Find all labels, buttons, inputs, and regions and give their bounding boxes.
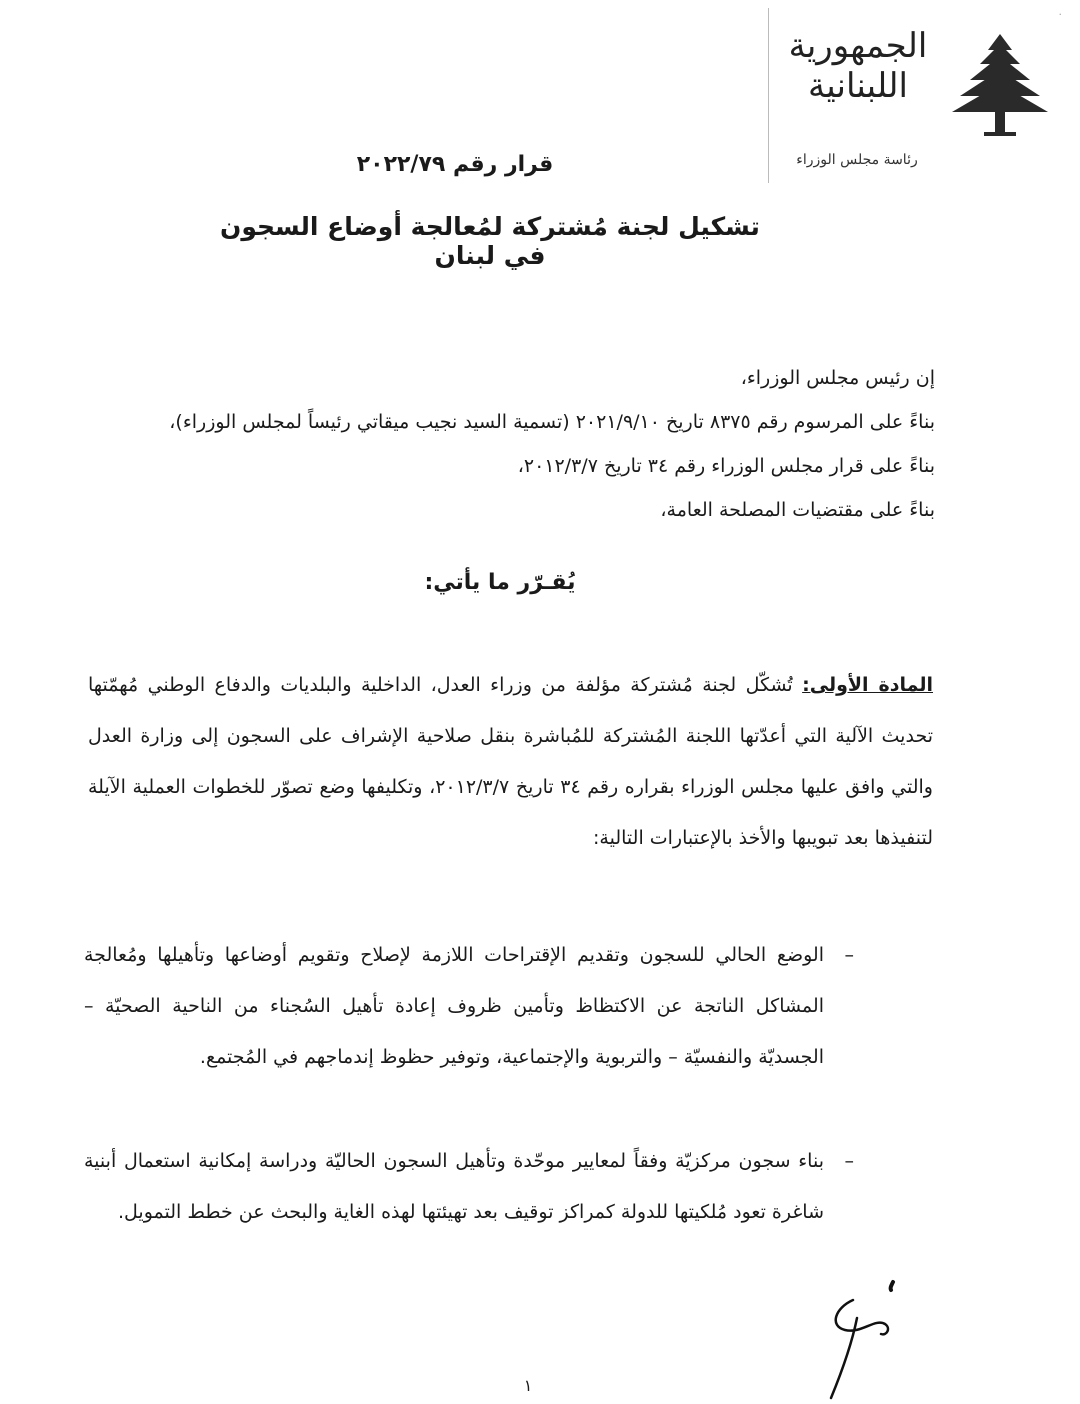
article-1-text: تُشكّل لجنة مُشتركة مؤلفة من وزراء العدل، الداخلية والبلديات والدفاع الوطني مُهمّتها تحديث الآلية التي أعدّتها اللجنة المُشتركة للمُباشرة بنقل صلاحية الإشراف على السجون إلى وزارة العدل والتي وافق عليها مجلس الوزراء بقراره رقم ٣٤ تاريخ ٢٠١٢/٣/٧، وتكليفها وضع تصوّر للخطوات العملية الآيلة لتنفيذها بعد تبويبها والأخذ بالإعتبارات التالية: (88, 674, 933, 849)
decides-heading: يُقـرّر ما يأتي: (424, 570, 576, 595)
preamble-line: بناءً على المرسوم رقم ٨٣٧٥ تاريخ ٢٠٢١/٩/١٠ (تسمية السيد نجيب ميقاتي رئيساً لمجلس الوزراء)، (169, 411, 935, 433)
list-item (84, 1136, 854, 1238)
republic-line-1: الجمهورية (788, 26, 928, 66)
bullet-dash: – (844, 944, 854, 966)
preamble-line: إن رئيس مجلس الوزراء، (740, 367, 935, 389)
republic-line-2: اللبنانية (808, 66, 908, 106)
cedar-tree-icon (950, 30, 1050, 140)
signature (805, 1278, 905, 1403)
page-number: ١ (523, 1376, 533, 1395)
list-item (84, 930, 854, 1083)
list-item-text: الوضع الحالي للسجون وتقديم الإقتراحات اللازمة لإصلاح وتقويم أوضاعها وتأهيلها ومُعالجة المشاكل الناتجة عن الاكتظاظ وتأمين ظروف إعادة تأهيل السُجناء من الناحية الصحيّة – الجسديّة والنفسيّة – والتربوية والإجتماعية، وتوفير حظوظ إندماجهم في المُجتمع. (84, 944, 824, 1068)
republic-name (778, 26, 938, 106)
preamble-line: بناءً على مقتضيات المصلحة العامة، (660, 499, 935, 521)
article-1-label: المادة الأولى: (802, 674, 933, 696)
corner-mark: · (1058, 8, 1062, 21)
letterhead (750, 12, 1050, 182)
bullet-dash: – (844, 1150, 854, 1172)
article-1 (88, 660, 933, 864)
decision-number: قرار رقم ٢٠٢٢/٧٩ (356, 152, 554, 177)
list-item-text: بناء سجون مركزيّة وفقاً لمعايير موحّدة وتأهيل السجون الحاليّة ودراسة إمكانية استعمال أبنية شاغرة تعود مُلكيتها للدولة كمراكز توقيف بعد تهيئتها لهذه الغاية والبحث عن خطط التمويل. (84, 1150, 824, 1223)
preamble-line: بناءً على قرار مجلس الوزراء رقم ٣٤ تاريخ ٢٠١٢/٣/٧، (517, 455, 935, 477)
presidency-label: رئاسة مجلس الوزراء (796, 152, 918, 168)
decision-title: تشكيل لجنة مُشتركة لمُعالجة أوضاع السجون في لبنان (220, 212, 760, 270)
